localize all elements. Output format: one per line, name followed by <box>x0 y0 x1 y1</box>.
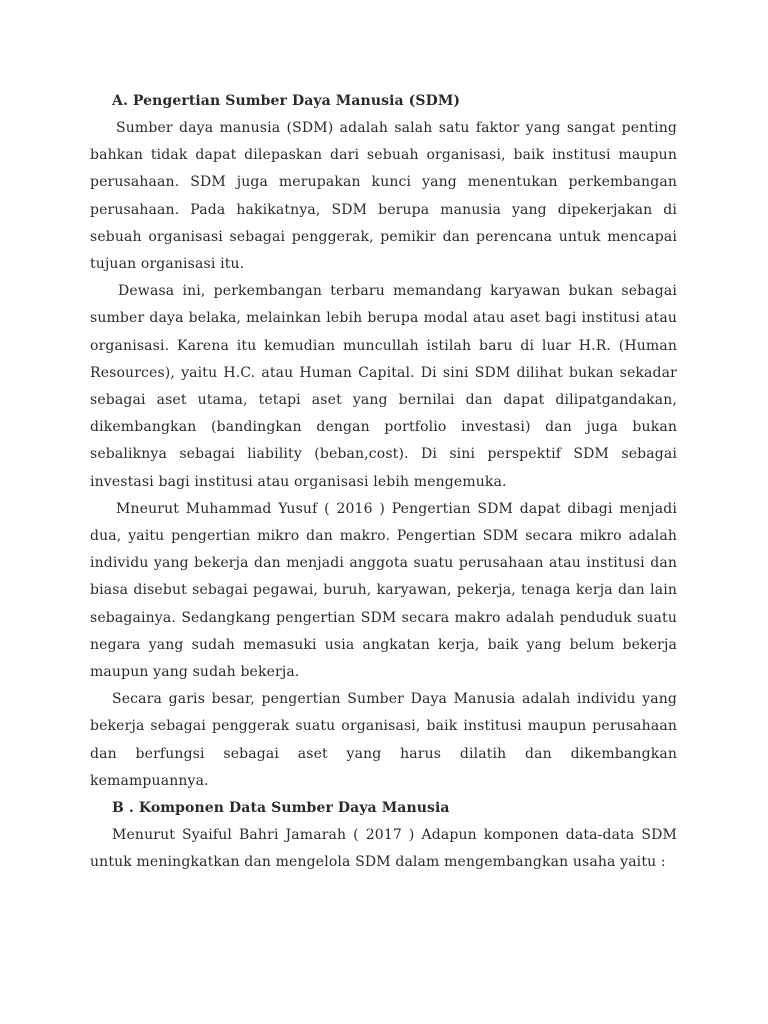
section-b-heading: B . Komponen Data Sumber Daya Manusia <box>112 800 450 817</box>
section-a-paragraph-1: Sumber daya manusia (SDM) adalah salah satu faktor yang sangat penting bahkan tidak dapat dilepaskan dari sebuah organisasi, baik institusi maupun perusahaan. SDM juga merupakan kunci yang menentukan perkembangan perusahaan. Pada hakikatnya, SDM berupa manusia yang dipekerjakan di sebuah organisasi sebagai penggerak, pemikir dan perencana untuk mencapai tujuan organisasi itu. <box>90 120 677 273</box>
section-a-paragraph-3: Mneurut Muhammad Yusuf ( 2016 ) Pengertian SDM dapat dibagi menjadi dua, yaitu pengertian mikro dan makro. Pengertian SDM secara mikro adalah individu yang bekerja dan menjadi anggota suatu perusahaan atau institusi dan biasa disebut sebagai pegawai, buruh, karyawan, pekerja, tenaga kerja dan lain sebagainya. Sedangkang pengertian SDM secara makro adalah penduduk suatu negara yang sudah memasuki usia angkatan kerja, baik yang belum bekerja maupun yang sudah bekerja. <box>90 500 677 681</box>
section-a-heading: A. Pengertian Sumber Daya Manusia (SDM) <box>112 93 461 109</box>
section-b-paragraph-1: Menurut Syaiful Bahri Jamarah ( 2017 ) Adapun komponen data-data SDM untuk meningkatkan dan mengelola SDM dalam mengembangkan usaha yaitu : <box>90 827 677 871</box>
section-a-paragraph-2: Dewasa ini, perkembangan terbaru memandang karyawan bukan sebagai sumber daya belaka, melainkan lebih berupa modal atau aset bagi institusi atau organisasi. Karena itu kemudian muncullah istilah baru di luar H.R. (Human Resources), yaitu H.C. atau Human Capital. Di sini SDM dilihat bukan sekadar sebagai aset utama, tetapi aset yang bernilai dan dapat dilipatgandakan, dikembangkan (bandingkan dengan portfolio investasi) dan juga bukan sebaliknya sebagai liability (beban,cost). Di sini perspektif SDM sebagai investasi bagi institusi atau organisasi lebih mengemuka. <box>90 283 677 490</box>
section-a-paragraph-4: Secara garis besar, pengertian Sumber Daya Manusia adalah individu yang bekerja sebagai penggerak suatu organisasi, baik institusi maupun perusahaan dan berfungsi sebagai aset yang harus dilatih dan dikembangkan kemampuannya. <box>90 691 677 789</box>
document-page <box>90 88 677 876</box>
